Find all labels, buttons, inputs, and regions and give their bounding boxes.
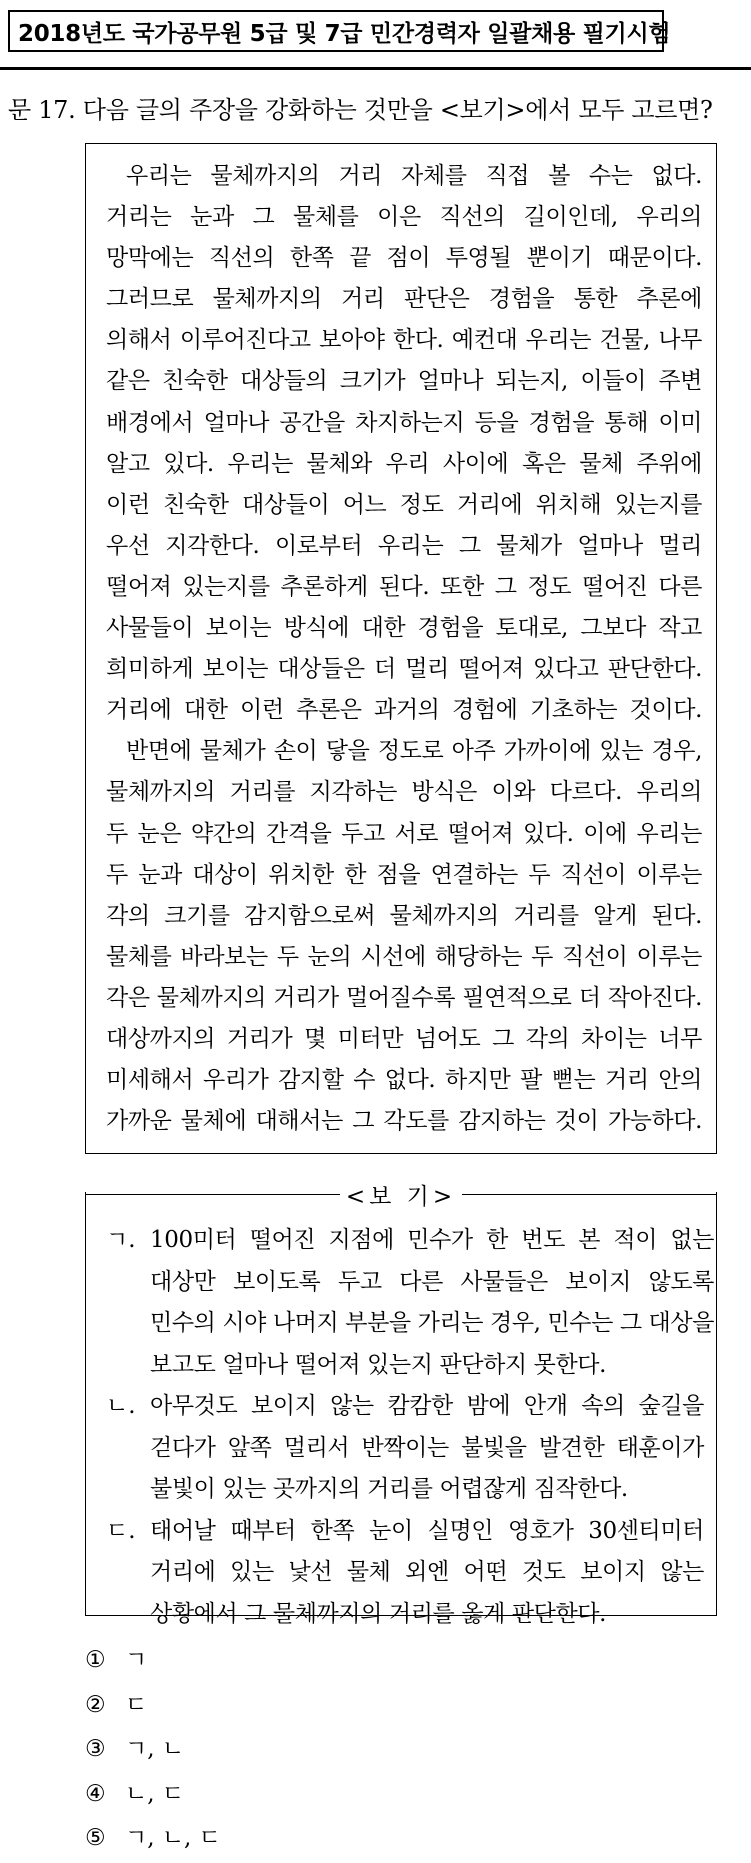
bogi-line: 100미터 떨어진 지점에 민수가 한 번도 본 적이 없는 xyxy=(150,1227,715,1253)
bogi-item-text xyxy=(150,1220,714,1386)
passage-line: 가까운 물체에 대해서는 그 각도를 감지하는 것이 가능하다. xyxy=(106,1108,702,1135)
bogi-line: 상황에서 그 물체까지의 거리를 옳게 판단한다. xyxy=(150,1600,607,1627)
choice-text: ㄱ, ㄴ, ㄷ xyxy=(125,1825,221,1851)
passage-line: 사물들이 보이는 방식에 대한 경험을 토대로, 그보다 작고 xyxy=(106,615,702,642)
bogi-line: 걷다가 앞쪽 멀리서 반짝이는 불빛을 발견한 태훈이가 xyxy=(150,1434,704,1461)
exam-title: 2018년도 국가공무원 5급 및 7급 민간경력자 일괄채용 필기시험 xyxy=(18,20,671,47)
passage-line: 반면에 물체가 손이 닿을 정도로 아주 가까이에 있는 경우, xyxy=(126,738,702,765)
passage-line: 희미하게 보이는 대상들은 더 멀리 떨어져 있다고 판단한다. xyxy=(106,656,702,683)
choice-number: ④ xyxy=(85,1780,106,1807)
choice-number: ⑤ xyxy=(85,1825,106,1851)
passage-line: 알고 있다. 우리는 물체와 우리 사이에 혹은 물체 주위에 xyxy=(106,450,702,477)
bogi-item-text xyxy=(150,1386,704,1511)
bogi-line: 대상만 보이도록 두고 다른 사물들은 보이지 않도록 xyxy=(150,1268,715,1295)
bogi-item-giyeok xyxy=(106,1220,715,1386)
passage-line: 같은 친숙한 대상들의 크기가 얼마나 되는지, 이들이 주변 xyxy=(106,368,702,395)
bogi-marker: ㄴ. xyxy=(106,1393,136,1419)
question-stem: 문 17. 다음 글의 주장을 강화하는 것만을 <보기>에서 모두 고르면? xyxy=(8,96,713,124)
passage-box xyxy=(85,143,717,1154)
passage-line: 떨어져 있는지를 추론하게 된다. 또한 그 정도 떨어진 다른 xyxy=(106,573,702,600)
bogi-line: 민수의 시야 나머지 부분을 가리는 경우, 민수는 그 대상을 xyxy=(150,1310,715,1336)
passage-line: 각은 물체까지의 거리가 멀어질수록 필연적으로 더 작아진다. xyxy=(106,984,702,1011)
choice-text: ㄱ xyxy=(125,1647,148,1673)
exam-title-box xyxy=(8,10,671,52)
passage-line: 그러므로 물체까지의 거리 판단은 경험을 통한 추론에 xyxy=(106,286,702,313)
bogi-line: 불빛이 있는 곳까지의 거리를 어렵잖게 짐작한다. xyxy=(150,1476,628,1502)
passage-line: 배경에서 얼마나 공간을 차지하는지 등을 경험을 통해 이미 xyxy=(106,409,702,436)
bogi-line: 거리에 있는 낯선 물체 외엔 어떤 것도 보이지 않는 xyxy=(150,1559,704,1585)
bogi-line: 아무것도 보이지 않는 캄캄한 밤에 안개 속의 숲길을 xyxy=(150,1393,704,1419)
choice-3[interactable] xyxy=(85,1727,485,1772)
choice-2[interactable] xyxy=(85,1683,485,1728)
bogi-item-text xyxy=(150,1511,704,1636)
choice-text: ㄷ xyxy=(125,1691,148,1718)
bogi-title: <보 기> xyxy=(345,1184,457,1210)
passage-line: 우선 지각한다. 이로부터 우리는 그 물체가 얼마나 멀리 xyxy=(106,532,702,559)
passage-line: 의해서 이루어진다고 보아야 한다. 예컨대 우리는 건물, 나무 xyxy=(106,327,702,354)
choice-5[interactable] xyxy=(85,1816,485,1861)
passage-line: 물체까지의 거리를 지각하는 방식은 이와 다르다. 우리의 xyxy=(106,779,702,806)
choice-4[interactable] xyxy=(85,1772,485,1817)
passage-line: 거리는 눈과 그 물체를 이은 직선의 길이인데, 우리의 xyxy=(106,204,702,231)
passage-line: 거리에 대한 이런 추론은 과거의 경험에 기초하는 것이다. xyxy=(106,697,702,724)
bogi-line: 보고도 얼마나 떨어져 있는지 판단하지 못한다. xyxy=(150,1351,607,1378)
bogi-line: 태어날 때부터 한쪽 눈이 실명인 영호가 30센티미터 xyxy=(150,1517,704,1544)
choice-number: ③ xyxy=(85,1736,106,1762)
bogi-box xyxy=(85,1192,717,1627)
passage-line: 우리는 물체까지의 거리 자체를 직접 볼 수는 없다. xyxy=(126,163,702,189)
bogi-item-digeut xyxy=(106,1511,704,1636)
passage-line: 이런 친숙한 대상들이 어느 정도 거리에 위치해 있는지를 xyxy=(106,491,702,518)
choice-1[interactable] xyxy=(85,1638,485,1683)
bogi-item-nieun xyxy=(106,1386,704,1511)
passage-line: 망막에는 직선의 한쪽 끝 점이 투영될 뿐이기 때문이다. xyxy=(106,245,702,272)
header-divider xyxy=(0,67,751,70)
passage-line: 물체를 바라보는 두 눈의 시선에 해당하는 두 직선이 이루는 xyxy=(106,943,702,970)
passage-line: 대상까지의 거리가 몇 미터만 넘어도 그 각의 차이는 너무 xyxy=(106,1025,702,1052)
passage-line: 두 눈은 약간의 간격을 두고 서로 떨어져 있다. 이에 우리는 xyxy=(106,820,702,847)
passage-line: 미세해서 우리가 감지할 수 없다. 하지만 팔 뻗는 거리 안의 xyxy=(106,1067,702,1094)
passage-line: 각의 크기를 감지함으로써 물체까지의 거리를 알게 된다. xyxy=(106,902,702,929)
bogi-marker: ㄱ. xyxy=(106,1227,136,1253)
choice-text: ㄴ, ㄷ xyxy=(125,1780,185,1807)
passage-line: 두 눈과 대상이 위치한 한 점을 연결하는 두 직선이 이루는 xyxy=(106,861,702,888)
choice-text: ㄱ, ㄴ xyxy=(125,1736,185,1762)
choice-number: ① xyxy=(85,1647,106,1673)
bogi-marker: ㄷ. xyxy=(106,1517,136,1544)
answer-choices xyxy=(85,1638,485,1861)
choice-number: ② xyxy=(85,1691,106,1718)
